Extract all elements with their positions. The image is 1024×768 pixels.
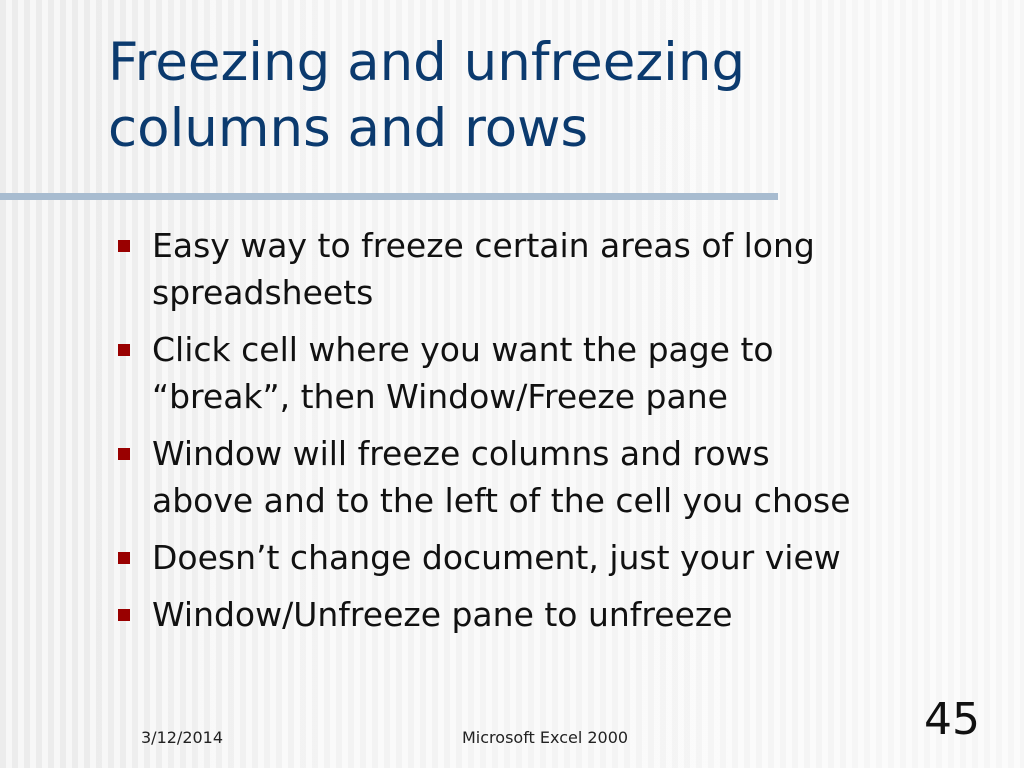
bullet-text-line-2: above and to the left of the cell you chose xyxy=(152,481,851,520)
bullet-text-line-2: spreadsheets xyxy=(152,273,374,312)
footer-date: 3/12/2014 xyxy=(141,728,224,747)
bullet-item xyxy=(112,326,1012,420)
square-bullet-icon xyxy=(118,448,130,460)
slide-title xyxy=(108,30,988,162)
bullet-text-line-1: Window/Unfreeze pane to unfreeze xyxy=(152,595,733,634)
bullet-item xyxy=(112,222,1012,316)
title-underline-rule xyxy=(0,193,778,200)
bullet-text-line-1: Click cell where you want the page to xyxy=(152,330,774,369)
bullet-item xyxy=(112,430,1012,524)
slide-title-line-1: Freezing and unfreezing xyxy=(108,32,746,93)
square-bullet-icon xyxy=(118,552,130,564)
slide-title-line-2: columns and rows xyxy=(108,98,589,159)
square-bullet-icon xyxy=(118,344,130,356)
bullet-text-line-1: Easy way to freeze certain areas of long xyxy=(152,226,815,265)
bullet-text-line-2: “break”, then Window/Freeze pane xyxy=(152,377,728,416)
square-bullet-icon xyxy=(118,240,130,252)
bullet-item xyxy=(112,534,1012,581)
bullet-text-line-1: Doesn’t change document, just your view xyxy=(152,538,841,577)
square-bullet-icon xyxy=(118,609,130,621)
slide-number: 45 xyxy=(924,694,980,745)
footer-title: Microsoft Excel 2000 xyxy=(462,728,629,747)
bullet-text-line-1: Window will freeze columns and rows xyxy=(152,434,770,473)
bullet-list xyxy=(112,222,1012,648)
bullet-item xyxy=(112,591,1012,638)
